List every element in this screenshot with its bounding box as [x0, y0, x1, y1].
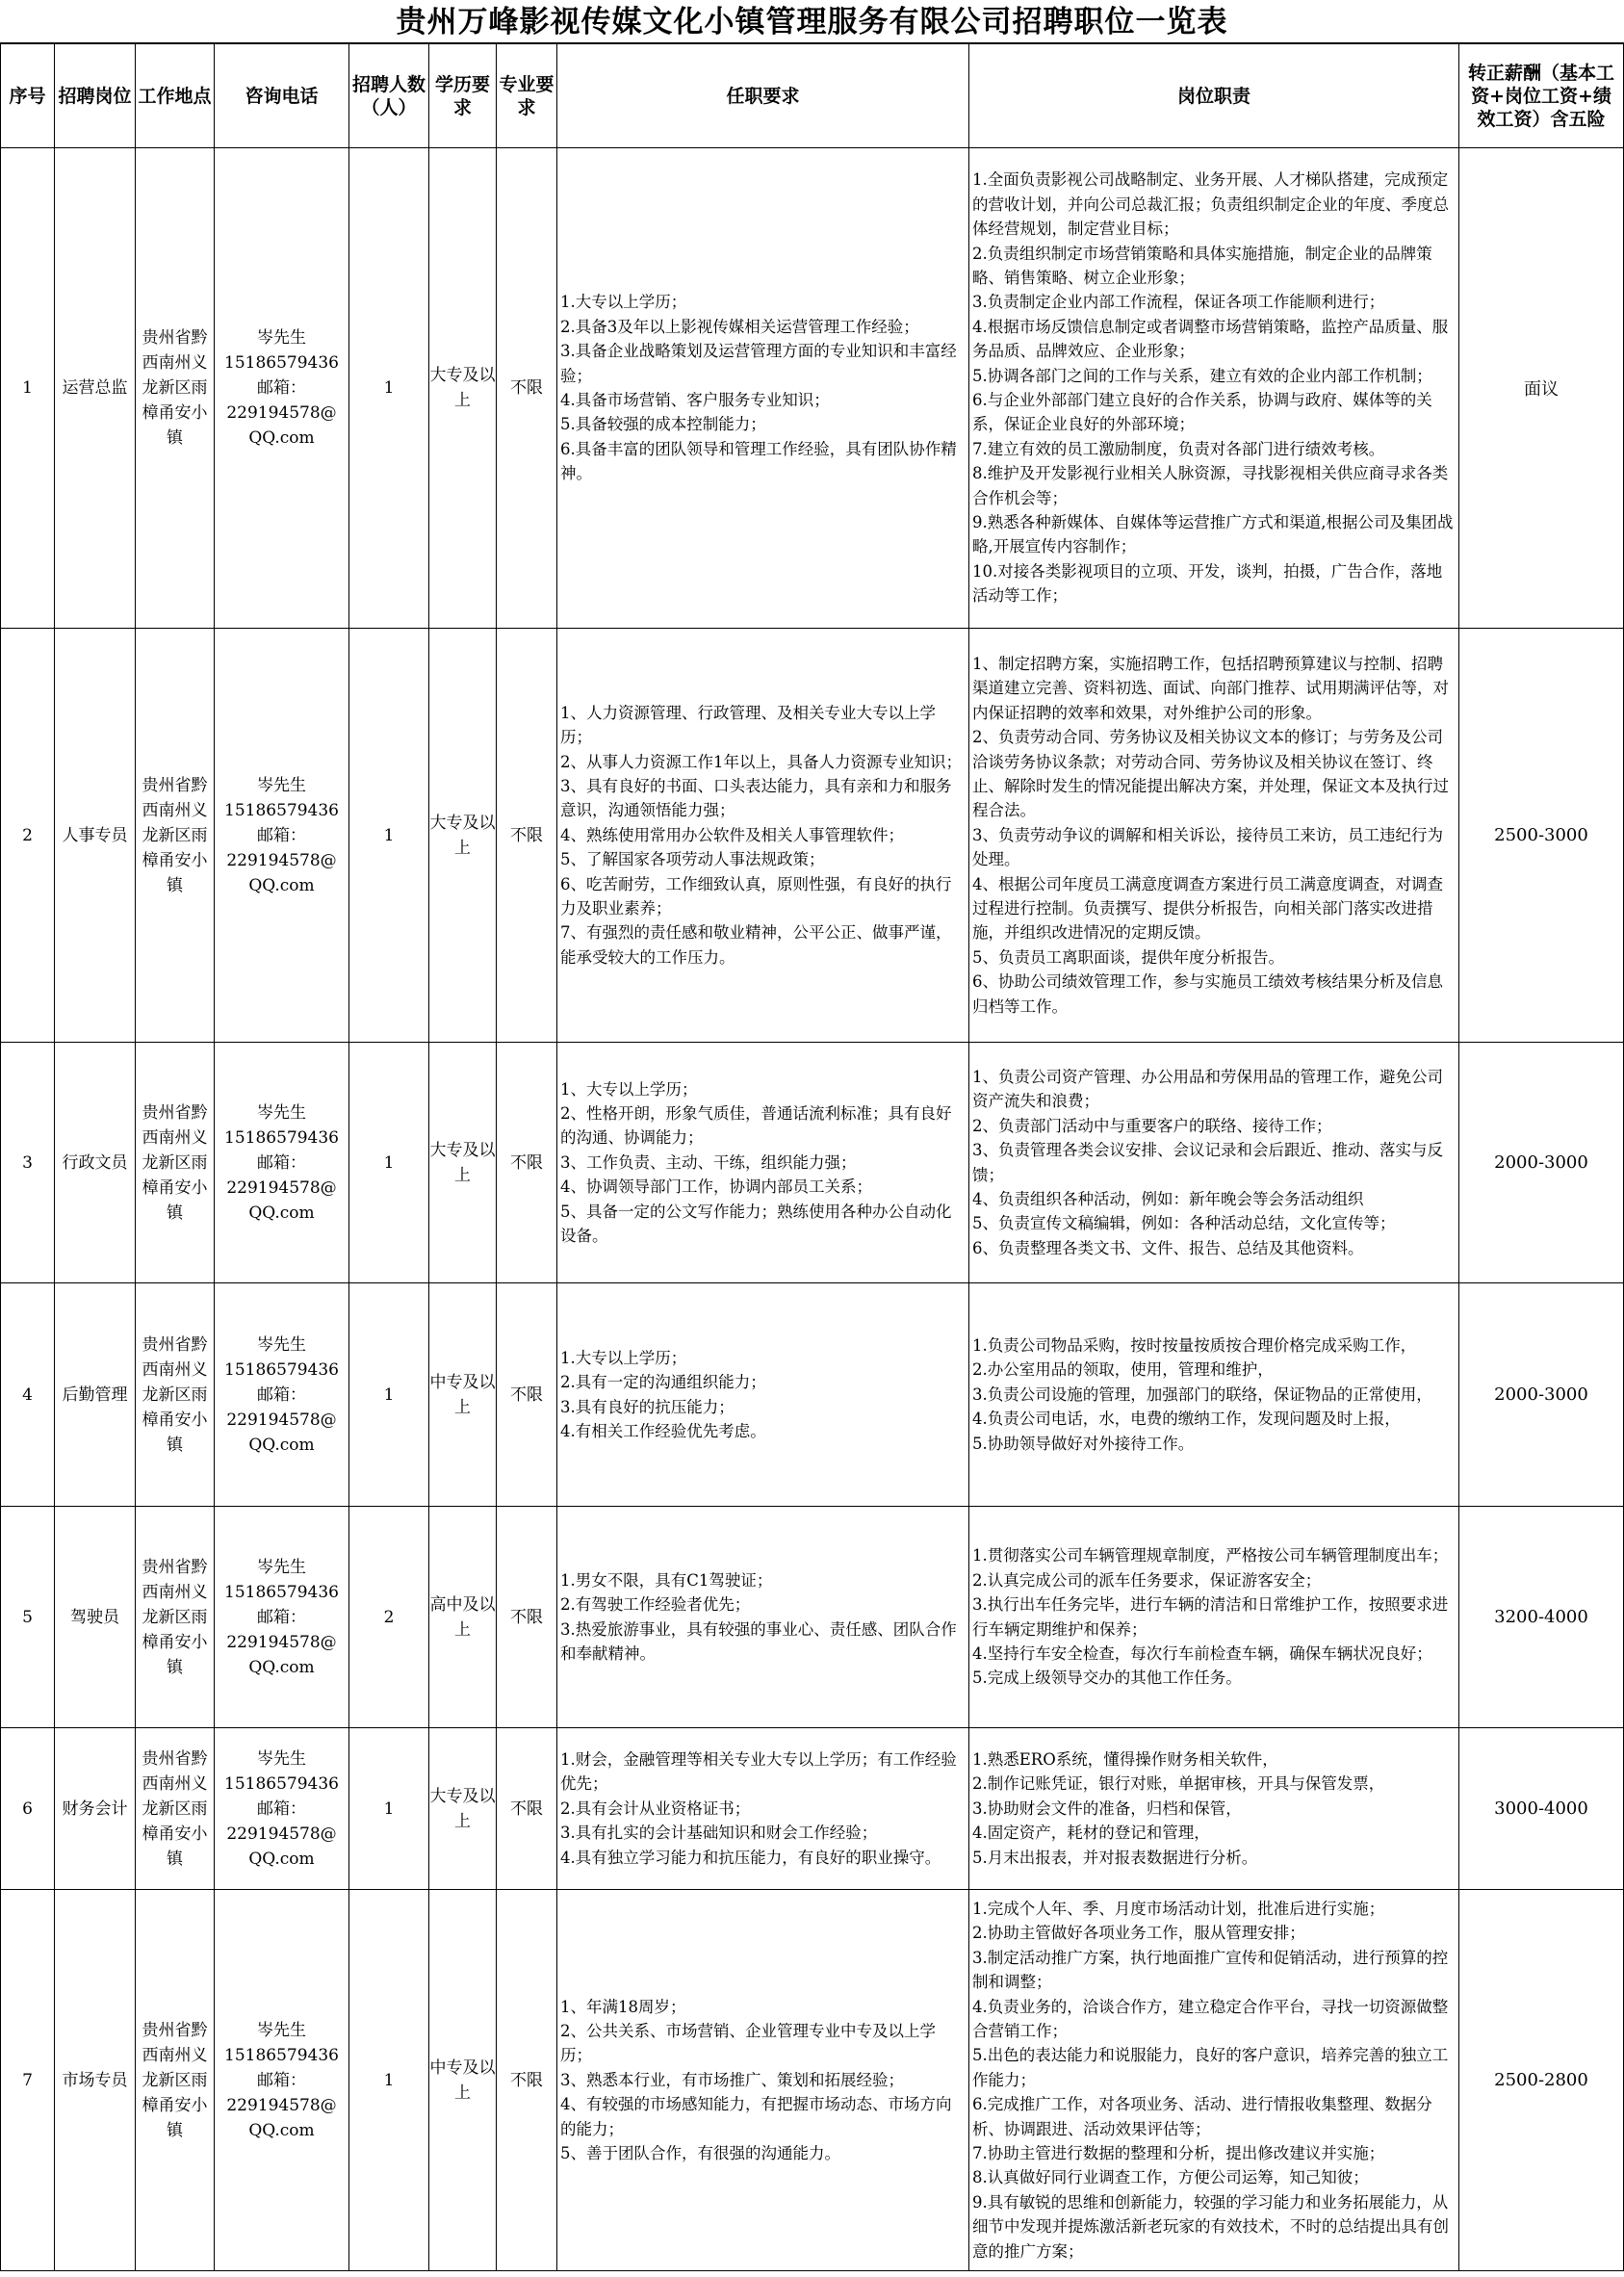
contact-mail_label: 邮箱：: [257, 2070, 306, 2090]
duty-item: 5、负责员工离职面谈，提供年度分析报告。: [972, 947, 1284, 967]
requirement-item: 3.热爱旅游事业，具有较强的事业心、责任感、团队合作和奉献精神。: [560, 1619, 957, 1663]
requirement-item: 4.有相关工作经验优先考虑。: [560, 1421, 766, 1440]
duty-item: 4、负责组织各种活动，例如：新年晚会等会务活动组织: [972, 1189, 1364, 1208]
contact-info: [215, 1283, 349, 1507]
positions-table: [0, 43, 1624, 2271]
requirement-item: 3.具有良好的抗压能力；: [560, 1397, 735, 1416]
work-location: 贵州省黔西南州义龙新区雨樟甬安小镇: [136, 1283, 215, 1507]
contact-phone: 15186579436: [224, 1127, 339, 1148]
header-requirements: 任职要求: [557, 44, 969, 148]
duties-list: [969, 1728, 1459, 1890]
requirements-list: [557, 148, 969, 629]
contact-phone: 15186579436: [224, 353, 339, 373]
duty-item: 5.协调各部门之间的工作与关系，建立有效的企业内部工作机制；: [972, 366, 1432, 385]
duty-item: 5.出色的表达能力和说服能力，良好的客户意识，培养完善的独立工作能力；: [972, 2046, 1449, 2089]
contact-mail_label: 邮箱：: [257, 1607, 306, 1627]
duty-item: 9.熟悉各种新媒体、自媒体等运营推广方式和渠道,根据公司及集团战略,开展宣传内容制作；: [972, 513, 1454, 556]
duties-list: [969, 1890, 1459, 2271]
contact-phone: 15186579436: [224, 1773, 339, 1794]
contact-mail_label: 邮箱：: [257, 378, 306, 398]
duty-item: 4.负责业务的，洽谈合作方，建立稳定合作平台，寻找一切资源做整合营销工作；: [972, 1997, 1449, 2040]
requirement-item: 4.具备市场营销、客户服务专业知识；: [560, 391, 830, 409]
table-row: [1, 1283, 1624, 1507]
salary: 3200-4000: [1459, 1507, 1624, 1728]
requirements-list: [557, 1728, 969, 1890]
header-salary: 转正薪酬（基本工资+岗位工资+绩效工资）含五险: [1459, 44, 1624, 148]
position-name: 后勤管理: [55, 1283, 136, 1507]
requirement-item: 4、协调领导部门工作，协调内部员工关系；: [560, 1177, 872, 1197]
work-location: 贵州省黔西南州义龙新区雨樟甬安小镇: [136, 1728, 215, 1890]
duty-item: 1.全面负责影视公司战略制定、业务开展、人才梯队搭建，完成预定的营收计划，并向公司总裁汇报；负责组织制定企业的年度、季度总体经营规划，制定营业目标；: [972, 170, 1449, 239]
duty-item: 7.建立有效的员工激励制度，负责对各部门进行绩效考核。: [972, 439, 1385, 458]
requirement-item: 2.具备3及年以上影视传媒相关运营管理工作经验；: [560, 317, 919, 336]
hire-count: 1: [349, 1043, 429, 1283]
work-location: 贵州省黔西南州义龙新区雨樟甬安小镇: [136, 1890, 215, 2271]
requirement-item: 5、善于团队合作，有很强的沟通能力。: [560, 2144, 840, 2163]
contact-mail_label: 邮箱：: [257, 1798, 306, 1819]
major-requirement: 不限: [497, 1890, 557, 2271]
duty-item: 1.完成个人年、季、月度市场活动计划，批准后进行实施；: [972, 1899, 1385, 1918]
work-location: 贵州省黔西南州义龙新区雨樟甬安小镇: [136, 629, 215, 1043]
header-location: 工作地点: [136, 44, 215, 148]
salary: 2000-3000: [1459, 1043, 1624, 1283]
requirement-item: 7、有强烈的责任感和敬业精神，公平公正、做事严谨，能承受较大的工作压力。: [560, 923, 952, 967]
requirement-item: 1、年满18周岁；: [560, 1997, 686, 2016]
position-name: 财务会计: [55, 1728, 136, 1890]
contact-email: 229194578@QQ.com: [226, 2095, 337, 2140]
header-no: 序号: [1, 44, 55, 148]
requirement-item: 4.具有独立学习能力和抗压能力，有良好的职业操守。: [560, 1848, 941, 1867]
contact-phone: 15186579436: [224, 1582, 339, 1602]
education-requirement: 高中及以上: [429, 1507, 497, 1728]
requirement-item: 6、吃苦耐劳，工作细致认真，原则性强，有良好的执行力及职业素养；: [560, 874, 952, 919]
requirements-list: [557, 1890, 969, 2271]
requirement-item: 5、具备一定的公文写作能力；熟练使用各种办公自动化设备。: [560, 1202, 952, 1246]
duty-item: 2、负责劳动合同、劳务协议及相关协议文本的修订；与劳务及公司洽谈劳务协议条款；对劳动合同、劳务协议及相关协议在签订、终止、解除时发生的情况能提出解决方案，并处理，保证文本及执行过程合法。: [972, 728, 1449, 820]
hire-count: 2: [349, 1507, 429, 1728]
education-requirement: 大专及以上: [429, 148, 497, 629]
requirement-item: 3、具有良好的书面、口头表达能力，具有亲和力和服务意识，沟通领悟能力强；: [560, 776, 952, 820]
requirement-item: 5.具备较强的成本控制能力；: [560, 415, 766, 434]
duty-item: 3.执行出车任务完毕，进行车辆的清洁和日常维护工作，按照要求进行车辆定期维护和保养；: [972, 1595, 1449, 1639]
duty-item: 6.与企业外部部门建立良好的合作关系，协调与政府、媒体等的关系，保证企业良好的外部环境；: [972, 391, 1432, 434]
contact-email: 229194578@QQ.com: [226, 850, 337, 895]
requirement-item: 2.具有一定的沟通组织能力；: [560, 1373, 766, 1392]
duty-item: 1、制定招聘方案，实施招聘工作，包括招聘预算建议与控制、招聘渠道建立完善、资料初选、面试、向部门推荐、试用期满评估等，对内保证招聘的效率和效果，对外维护公司的形象。: [972, 654, 1449, 722]
hire-count: 1: [349, 1283, 429, 1507]
duties-list: [969, 1507, 1459, 1728]
major-requirement: 不限: [497, 148, 557, 629]
salary: 面议: [1459, 148, 1624, 629]
requirements-list: [557, 1507, 969, 1728]
table-row: [1, 629, 1624, 1043]
row-number: 6: [1, 1728, 55, 1890]
contact-mail_label: 邮箱：: [257, 1384, 306, 1405]
requirement-item: 3、工作负责、主动、干练，组织能力强；: [560, 1152, 857, 1172]
table-row: [1, 1507, 1624, 1728]
contact-email: 229194578@QQ.com: [226, 1177, 337, 1223]
requirement-item: 1、大专以上学历；: [560, 1079, 698, 1099]
contact-name: 岑先生: [257, 1334, 306, 1355]
salary: 2500-3000: [1459, 629, 1624, 1043]
duty-item: 7.协助主管进行数据的整理和分析，提出修改建议并实施；: [972, 2144, 1385, 2163]
row-number: 5: [1, 1507, 55, 1728]
contact-info: [215, 1043, 349, 1283]
duty-item: 10.对接各类影视项目的立项、开发，谈判，拍摄，广告合作，落地活动等工作；: [972, 561, 1443, 606]
education-requirement: 中专及以上: [429, 1890, 497, 2271]
work-location: 贵州省黔西南州义龙新区雨樟甬安小镇: [136, 148, 215, 629]
requirement-item: 1.大专以上学历；: [560, 293, 687, 312]
duty-item: 2.负责组织制定市场营销策略和具体实施措施，制定企业的品牌策略、销售策略、树立企业形象；: [972, 244, 1432, 287]
contact-phone: 15186579436: [224, 2045, 339, 2065]
requirements-list: [557, 1283, 969, 1507]
work-location: 贵州省黔西南州义龙新区雨樟甬安小镇: [136, 1043, 215, 1283]
major-requirement: 不限: [497, 1507, 557, 1728]
contact-info: [215, 1728, 349, 1890]
contact-name: 岑先生: [257, 1557, 306, 1577]
requirement-item: 4、有较强的市场感知能力，有把握市场动态、市场方向的能力；: [560, 2095, 952, 2138]
requirement-item: 5、了解国家各项劳动人事法规政策；: [560, 850, 825, 869]
duty-item: 2.认真完成公司的派车任务要求，保证游客安全；: [972, 1570, 1322, 1590]
duty-item: 3、负责管理各类会议安排、会议记录和会后跟近、推动、落实与反馈；: [972, 1141, 1443, 1184]
row-number: 7: [1, 1890, 55, 2271]
header-duties: 岗位职责: [969, 44, 1459, 148]
requirement-item: 1.男女不限，具有C1驾驶证；: [560, 1570, 773, 1590]
header-phone: 咨询电话: [215, 44, 349, 148]
header-position: 招聘岗位: [55, 44, 136, 148]
major-requirement: 不限: [497, 1283, 557, 1507]
table-row: [1, 1728, 1624, 1890]
education-requirement: 大专及以上: [429, 1043, 497, 1283]
duty-item: 4.固定资产，耗材的登记和管理，: [972, 1824, 1210, 1843]
education-requirement: 中专及以上: [429, 1283, 497, 1507]
work-location: 贵州省黔西南州义龙新区雨樟甬安小镇: [136, 1507, 215, 1728]
salary: 2000-3000: [1459, 1283, 1624, 1507]
requirement-item: 3、熟悉本行业，有市场推广、策划和拓展经验；: [560, 2070, 904, 2089]
requirement-item: 2.具有会计从业资格证书；: [560, 1798, 751, 1818]
salary: 2500-2800: [1459, 1890, 1624, 2271]
row-number: 4: [1, 1283, 55, 1507]
requirement-item: 3.具备企业战略策划及运营管理方面的专业知识和丰富经验；: [560, 342, 957, 385]
table-row: [1, 1890, 1624, 2271]
duty-item: 6、协助公司绩效管理工作，参与实施员工绩效考核结果分析及信息归档等工作。: [972, 972, 1443, 1016]
requirement-item: 1.大专以上学历；: [560, 1348, 687, 1367]
table-row: [1, 148, 1624, 629]
contact-mail_label: 邮箱：: [257, 825, 306, 845]
education-requirement: 大专及以上: [429, 1728, 497, 1890]
duty-item: 1.贯彻落实公司车辆管理规章制度，严格按公司车辆管理制度出车；: [972, 1546, 1449, 1565]
position-name: 行政文员: [55, 1043, 136, 1283]
hire-count: 1: [349, 629, 429, 1043]
contact-mail_label: 邮箱：: [257, 1152, 306, 1173]
duty-item: 3.制定活动推广方案，执行地面推广宣传和促销活动，进行预算的控制和调整；: [972, 1948, 1449, 1992]
duty-item: 3.协助财会文件的准备，归档和保管，: [972, 1798, 1242, 1818]
contact-phone: 15186579436: [224, 1359, 339, 1380]
duty-item: 5.月末出报表，并对报表数据进行分析。: [972, 1848, 1258, 1867]
hire-count: 1: [349, 1890, 429, 2271]
contact-info: [215, 148, 349, 629]
contact-name: 岑先生: [257, 1748, 306, 1769]
duty-item: 2.制作记账凭证，银行对账，单据审核，开具与保管发票，: [972, 1774, 1385, 1794]
contact-info: [215, 1507, 349, 1728]
requirement-item: 1、人力资源管理、行政管理、及相关专业大专以上学历；: [560, 703, 936, 747]
contact-name: 岑先生: [257, 328, 306, 348]
duty-item: 3.负责公司设施的管理，加强部门的联络，保证物品的正常使用，: [972, 1384, 1432, 1404]
row-number: 3: [1, 1043, 55, 1283]
requirement-item: 4、熟练使用常用办公软件及相关人事管理软件；: [560, 825, 904, 844]
row-number: 1: [1, 148, 55, 629]
requirements-list: [557, 629, 969, 1043]
header-row: [1, 44, 1624, 148]
duties-list: [969, 1283, 1459, 1507]
duty-item: 8.维护及开发影视行业相关人脉资源，寻找影视相关供应商寻求各类合作机会等；: [972, 464, 1449, 507]
requirements-list: [557, 1043, 969, 1283]
contact-name: 岑先生: [257, 1102, 306, 1123]
duty-item: 5.协助领导做好对外接待工作。: [972, 1434, 1195, 1453]
position-name: 市场专员: [55, 1890, 136, 2271]
hire-count: 1: [349, 1728, 429, 1890]
duty-item: 2.协助主管做好各项业务工作，服从管理安排；: [972, 1924, 1305, 1943]
duty-item: 2、负责部门活动中与重要客户的联络、接待工作；: [972, 1116, 1332, 1135]
duty-item: 4、根据公司年度员工满意度调查方案进行员工满意度调查，对调查过程进行控制。负责撰写、提供分析报告，向相关部门落实改进措施，并组织改进情况的定期反馈。: [972, 874, 1443, 943]
duties-list: [969, 629, 1459, 1043]
requirement-item: 2、从事人力资源工作1年以上，具备人力资源专业知识；: [560, 752, 962, 771]
position-name: 驾驶员: [55, 1507, 136, 1728]
position-name: 运营总监: [55, 148, 136, 629]
hire-count: 1: [349, 148, 429, 629]
duty-item: 9.具有敏锐的思维和创新能力，较强的学习能力和业务拓展能力，从细节中发现并提炼激活新老玩家的有效技术，不时的总结提出具有创意的推广方案；: [972, 2192, 1449, 2261]
major-requirement: 不限: [497, 1728, 557, 1890]
duty-item: 1.熟悉ERO系统，懂得操作财务相关软件，: [972, 1749, 1278, 1769]
duty-item: 6.完成推广工作，对各项业务、活动、进行情报收集整理、数据分析、协调跟进、活动效果评估等；: [972, 2095, 1432, 2138]
contact-email: 229194578@QQ.com: [226, 403, 337, 448]
requirement-item: 2.有驾驶工作经验者优先；: [560, 1595, 751, 1615]
education-requirement: 大专及以上: [429, 629, 497, 1043]
duty-item: 4.根据市场反馈信息制定或者调整市场营销策略，监控产品质量、服务品质、品牌效应、企业形象；: [972, 317, 1449, 361]
duty-item: 1、负责公司资产管理、办公用品和劳保用品的管理工作，避免公司资产流失和浪费；: [972, 1067, 1443, 1111]
duty-item: 2.办公室用品的领取，使用，管理和维护，: [972, 1360, 1274, 1380]
major-requirement: 不限: [497, 1043, 557, 1283]
duty-item: 4.负责公司电话，水，电费的缴纳工作，发现问题及时上报，: [972, 1410, 1401, 1429]
requirement-item: 1.财会，金融管理等相关专业大专以上学历；有工作经验优先；: [560, 1749, 957, 1794]
duties-list: [969, 1043, 1459, 1283]
row-number: 2: [1, 629, 55, 1043]
requirement-item: 2、性格开朗，形象气质佳，普通话流利标准；具有良好的沟通、协调能力；: [560, 1103, 952, 1148]
page-title: 贵州万峰影视传媒文化小镇管理服务有限公司招聘职位一览表: [0, 0, 1624, 43]
contact-email: 229194578@QQ.com: [226, 1824, 337, 1869]
major-requirement: 不限: [497, 629, 557, 1043]
contact-email: 229194578@QQ.com: [226, 1410, 337, 1455]
contact-phone: 15186579436: [224, 800, 339, 820]
duties-list: [969, 148, 1459, 629]
contact-name: 岑先生: [257, 2020, 306, 2040]
duty-item: 1.负责公司物品采购，按时按量按质按合理价格完成采购工作，: [972, 1335, 1417, 1355]
duty-item: 6、负责整理各类文书、文件、报告、总结及其他资料。: [972, 1238, 1364, 1257]
salary: 3000-4000: [1459, 1728, 1624, 1890]
duty-item: 5、负责宣传文稿编辑，例如：各种活动总结，文化宣传等；: [972, 1214, 1396, 1233]
requirement-item: 6.具备丰富的团队领导和管理工作经验，具有团队协作精神。: [560, 439, 957, 483]
duty-item: 8.认真做好同行业调查工作，方便公司运筹，知己知彼；: [972, 2168, 1369, 2187]
header-education: 学历要求: [429, 44, 497, 148]
duty-item: 3、负责劳动争议的调解和相关诉讼，接待员工来访，员工违纪行为处理。: [972, 825, 1443, 869]
requirement-item: 3.具有扎实的会计基础知识和财会工作经验；: [560, 1824, 878, 1843]
duty-item: 3.负责制定企业内部工作流程，保证各项工作能顺利进行；: [972, 293, 1385, 312]
contact-name: 岑先生: [257, 775, 306, 795]
table-row: [1, 1043, 1624, 1283]
position-name: 人事专员: [55, 629, 136, 1043]
duty-item: 4.坚持行车安全检查，每次行车前检查车辆，确保车辆状况良好；: [972, 1643, 1432, 1663]
duty-item: 5.完成上级领导交办的其他工作任务。: [972, 1669, 1242, 1688]
contact-info: [215, 1890, 349, 2271]
header-count: 招聘人数（人）: [349, 44, 429, 148]
contact-info: [215, 629, 349, 1043]
header-major: 专业要求: [497, 44, 557, 148]
contact-email: 229194578@QQ.com: [226, 1632, 337, 1677]
requirement-item: 2、公共关系、市场营销、企业管理专业中专及以上学历；: [560, 2021, 936, 2065]
